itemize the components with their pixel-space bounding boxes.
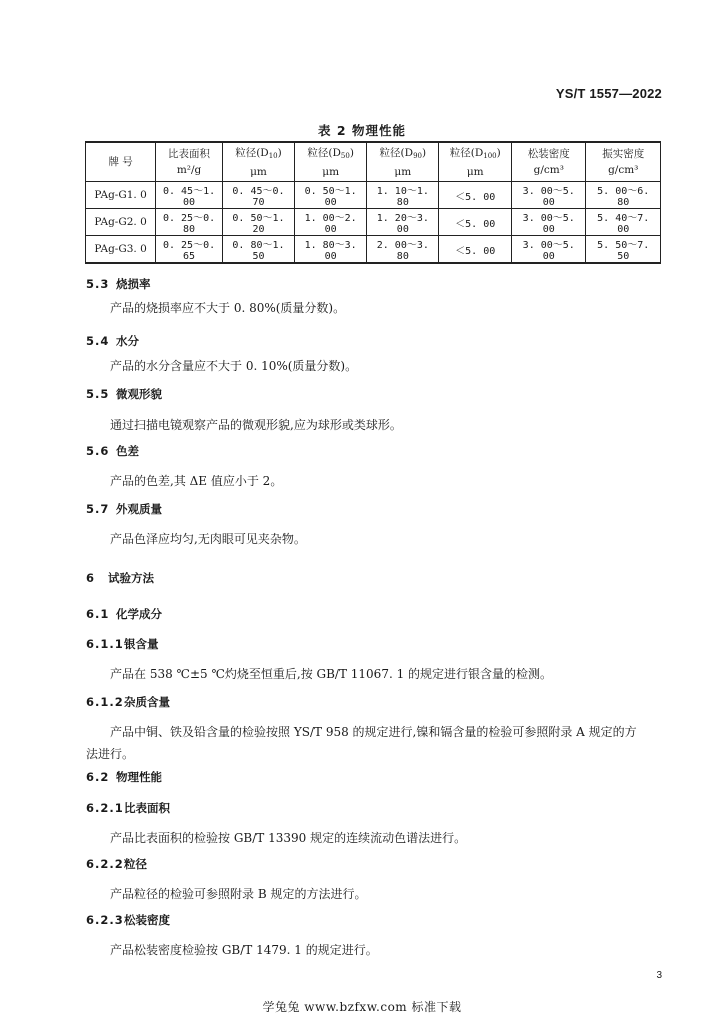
table-cell: 5. 00～6. 80 xyxy=(586,182,661,209)
header-grade: 牌 号 xyxy=(86,142,156,182)
section-text-6-2-1: 产品比表面积的检验按 GB/T 13390 规定的连续流动色谱法进行。 xyxy=(110,831,467,845)
header-apparent-density: 松装密度 g/cm³ xyxy=(512,142,586,182)
section-heading-6: 6 试验方法 xyxy=(86,571,154,585)
table-row xyxy=(86,236,661,264)
section-heading-5-6: 5.6 色差 xyxy=(86,444,139,458)
section-heading-6-2-2: 6.2.2粒径 xyxy=(86,857,147,871)
section-text-5-7: 产品色泽应均匀,无肉眼可见夹杂物。 xyxy=(110,532,306,546)
section-heading-6-1: 6.1 化学成分 xyxy=(86,607,162,621)
header-d50: 粒径$(D_{50})$ μm xyxy=(295,142,367,182)
table-cell: PAg-G3. 0 xyxy=(86,236,156,264)
section-heading-6-2-3: 6.2.3松装密度 xyxy=(86,913,170,927)
section-text-5-3: 产品的烧损率应不大于 0. 80%(质量分数)。 xyxy=(110,301,346,315)
table-cell: ＜5. 00 xyxy=(439,209,512,236)
table-row xyxy=(86,182,661,209)
section-text-6-1-1: 产品在 538 ℃±5 ℃灼烧至恒重后,按 GB/T 11067. 1 的规定进行银含量的检测。 xyxy=(110,667,553,681)
standard-code: YS/T 1557—2022 xyxy=(555,86,662,101)
section-heading-6-1-2: 6.1.2杂质含量 xyxy=(86,695,170,709)
table-cell: 0. 25～0. 80 xyxy=(156,209,223,236)
table-cell: 3. 00～5. 00 xyxy=(512,236,586,264)
section-heading-6-2-1: 6.2.1比表面积 xyxy=(86,801,170,815)
table-cell: 1. 00～2. 00 xyxy=(295,209,367,236)
table-cell: ＜5. 00 xyxy=(439,182,512,209)
table-row xyxy=(86,209,661,236)
table-header-row xyxy=(86,142,661,182)
table-cell: 3. 00～5. 00 xyxy=(512,209,586,236)
table-cell: 0. 45～0. 70 xyxy=(222,182,294,209)
table-cell: 0. 25～0. 65 xyxy=(156,236,223,264)
footer-watermark[interactable]: 学兔兔 www.bzfxw.com 标准下载 xyxy=(262,1000,462,1014)
header-d90: 粒径$(D_{90})$ μm xyxy=(367,142,439,182)
table-cell: 0. 50～1. 20 xyxy=(222,209,294,236)
section-heading-5-4: 5.4 水分 xyxy=(86,334,139,348)
section-text-6-2-2: 产品粒径的检验可参照附录 B 规定的方法进行。 xyxy=(110,887,367,901)
table-cell: PAg-G1. 0 xyxy=(86,182,156,209)
table-cell: PAg-G2. 0 xyxy=(86,209,156,236)
header-d10: 粒径$(D_{10})$ μm xyxy=(222,142,294,182)
section-text-5-4: 产品的水分含量应不大于 0. 10%(质量分数)。 xyxy=(110,359,358,373)
table-cell: 0. 45～1. 00 xyxy=(156,182,223,209)
table-cell: 5. 40～7. 00 xyxy=(586,209,661,236)
table-cell: ＜5. 00 xyxy=(439,236,512,264)
section-text-6-1-2: 产品中铜、铁及铅含量的检验按照 YS/T 958 的规定进行,镍和镉含量的检验可参照附录 A 规定的方法进行。 xyxy=(86,725,637,761)
section-heading-5-5: 5.5 微观形貌 xyxy=(86,387,162,401)
table-cell: 5. 50～7. 50 xyxy=(586,236,661,264)
table-cell: 3. 00～5. 00 xyxy=(512,182,586,209)
page-number: 3 xyxy=(656,970,662,981)
table-cell: 1. 80～3. 00 xyxy=(295,236,367,264)
table-cell: 0. 50～1. 00 xyxy=(295,182,367,209)
table-title: 表 2 物理性能 xyxy=(318,123,406,138)
section-text-5-5: 通过扫描电镜观察产品的微观形貌,应为球形或类球形。 xyxy=(110,418,402,432)
section-text-5-6: 产品的色差,其 ΔE 值应小于 2。 xyxy=(110,474,283,488)
table-cell: 0. 80～1. 50 xyxy=(222,236,294,264)
table-cell: 1. 20～3. 00 xyxy=(367,209,439,236)
section-text-6-2-3: 产品松装密度检验按 GB/T 1479. 1 的规定进行。 xyxy=(110,943,378,957)
header-tap-density: 振实密度 g/cm³ xyxy=(586,142,661,182)
physical-properties-table xyxy=(85,141,661,264)
section-heading-6-2: 6.2 物理性能 xyxy=(86,770,162,784)
header-d100: 粒径$(D_{100})$ μm xyxy=(439,142,512,182)
table-cell: 2. 00～3. 80 xyxy=(367,236,439,264)
header-specific-surface: 比表面积 m²/g xyxy=(156,142,223,182)
table-cell: 1. 10～1. 80 xyxy=(367,182,439,209)
section-heading-5-3: 5.3 烧损率 xyxy=(86,277,151,291)
section-heading-6-1-1: 6.1.1银含量 xyxy=(86,637,159,651)
section-heading-5-7: 5.7 外观质量 xyxy=(86,502,162,516)
